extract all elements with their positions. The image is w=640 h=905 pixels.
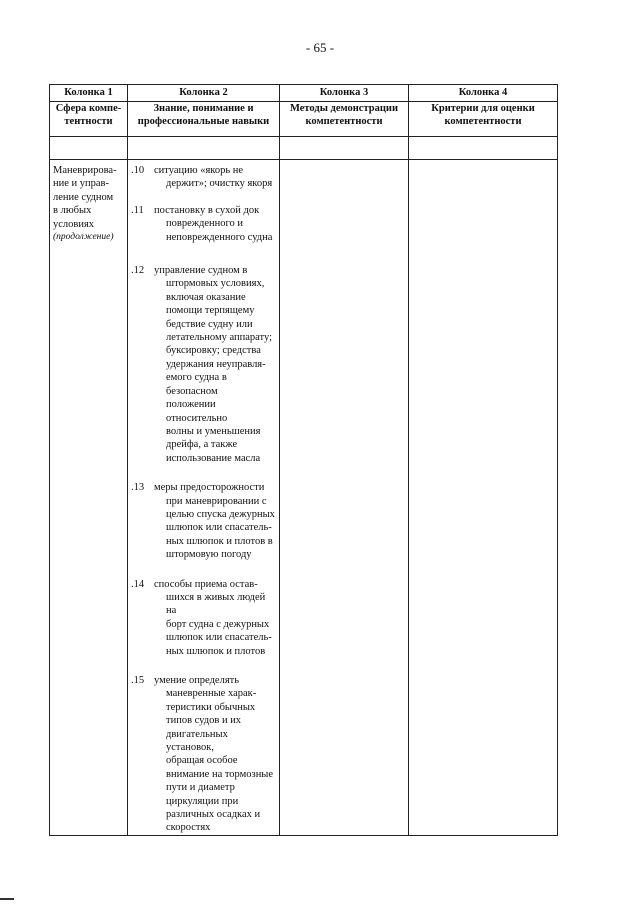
subheader-line: профессиональные навыки	[137, 116, 270, 127]
page-number: - 65 -	[305, 40, 335, 55]
item-line: ситуацию «якорь не	[154, 165, 244, 176]
area-line: ление судном	[53, 191, 114, 203]
area-line: Маневрирова-	[53, 165, 117, 176]
subheader-line: компетентности	[305, 116, 383, 127]
item-line: циркуляции при	[166, 795, 239, 807]
item-number: .13	[131, 482, 145, 494]
item-line: поврежденного и	[166, 218, 244, 230]
item-line: бедствие судну или	[166, 318, 253, 330]
item-number: .12	[131, 265, 145, 277]
knowledge-item	[128, 164, 279, 191]
column-2-header: Колонка 2	[128, 85, 280, 102]
item-line: постановку в сухой док	[154, 204, 260, 216]
item-line: шлюпок или спасатель-	[166, 522, 272, 534]
column-3-header: Колонка 3	[280, 85, 409, 102]
item-line: шихся в живых людей на	[166, 591, 266, 617]
column-1-header: Колонка 1	[50, 85, 128, 102]
knowledge-item	[128, 481, 279, 561]
empty-cell	[128, 137, 280, 160]
knowledge-subheader	[128, 102, 280, 137]
area-line: условиях	[53, 218, 95, 230]
item-line: дрейфа, а также	[166, 439, 238, 451]
item-line: скоростях	[166, 822, 211, 834]
item-line: управление судном в	[154, 265, 248, 277]
continuation-note: (продолжение)	[53, 232, 114, 243]
subheader-line: тентности	[64, 116, 113, 127]
item-line: шлюпок или спасатель-	[166, 632, 272, 644]
item-number: .10	[131, 165, 145, 176]
item-line: способы приема остав-	[154, 578, 258, 590]
item-line: держит»; очистку якоря	[166, 178, 273, 190]
item-line: борт судна с дежурных	[166, 618, 270, 630]
item-line: использование масла	[166, 452, 261, 464]
item-line: целью спуска дежурных	[166, 508, 275, 520]
item-line: включая оказание	[166, 291, 246, 303]
area-line: в любых	[53, 205, 92, 217]
item-line: меры предосторожности	[154, 482, 265, 494]
item-line: обращая особое	[166, 755, 238, 767]
item-line: летательному аппарату;	[166, 332, 273, 344]
item-line: маневренные харак-	[166, 688, 257, 700]
item-line: при маневрировании с	[166, 495, 267, 507]
knowledge-cell	[128, 160, 280, 836]
item-line: типов судов и их	[166, 715, 242, 727]
column-header-row	[50, 85, 558, 102]
area-line: ние и управ-	[53, 178, 110, 190]
demonstration-methods-subheader	[280, 102, 409, 137]
knowledge-item	[128, 204, 279, 244]
item-line: помощи терпящему	[166, 305, 255, 317]
subheader-row	[50, 102, 558, 137]
evaluation-criteria-subheader	[409, 102, 558, 137]
competence-area-subheader	[50, 102, 128, 137]
item-line: штормовую погоду	[166, 549, 252, 561]
item-line: буксировку; средства	[166, 345, 261, 357]
item-line: волны и уменьшения	[166, 425, 261, 437]
column-4-header: Колонка 4	[409, 85, 558, 102]
evaluation-criteria-cell	[409, 160, 558, 836]
empty-cell	[50, 137, 128, 160]
subheader-line: Методы демонстрации	[289, 103, 398, 114]
item-line: двигательных установок,	[166, 728, 228, 754]
content-row	[50, 160, 558, 836]
knowledge-item	[128, 264, 279, 465]
item-line: внимание на тормозные	[166, 768, 274, 780]
item-number: .15	[131, 675, 145, 686]
item-number: .14	[131, 578, 145, 590]
subheader-line: Критерии для оценки	[431, 103, 535, 114]
knowledge-item	[128, 674, 279, 835]
item-line: различных осадках и	[166, 809, 261, 821]
item-line: ных шлюпок и плотов	[166, 645, 266, 657]
subheader-line: компетентности	[444, 116, 522, 127]
item-line: штормовых условиях,	[166, 278, 265, 290]
item-line: умение определять	[154, 675, 240, 686]
item-line: емого судна в безопасном	[166, 372, 227, 397]
scan-edge-mark	[0, 898, 14, 900]
item-line: положении относительно	[166, 399, 228, 424]
item-line: неповрежденного судна	[166, 231, 273, 243]
knowledge-item	[128, 578, 279, 658]
empty-cell	[409, 137, 558, 160]
item-line: ных шлюпок и плотов в	[166, 535, 273, 547]
competence-table	[49, 84, 558, 836]
item-number: .11	[131, 204, 144, 216]
item-line: пути и диаметр	[166, 782, 235, 794]
empty-cell	[280, 137, 409, 160]
demonstration-methods-cell	[280, 160, 409, 836]
competence-area-cell	[50, 160, 128, 836]
subheader-line: Сфера компе-	[55, 103, 122, 114]
item-line: теристики обычных	[166, 701, 256, 713]
subheader-line: Знание, понимание и	[153, 103, 254, 114]
empty-row	[50, 137, 558, 160]
item-line: удержания неуправля-	[166, 358, 266, 370]
